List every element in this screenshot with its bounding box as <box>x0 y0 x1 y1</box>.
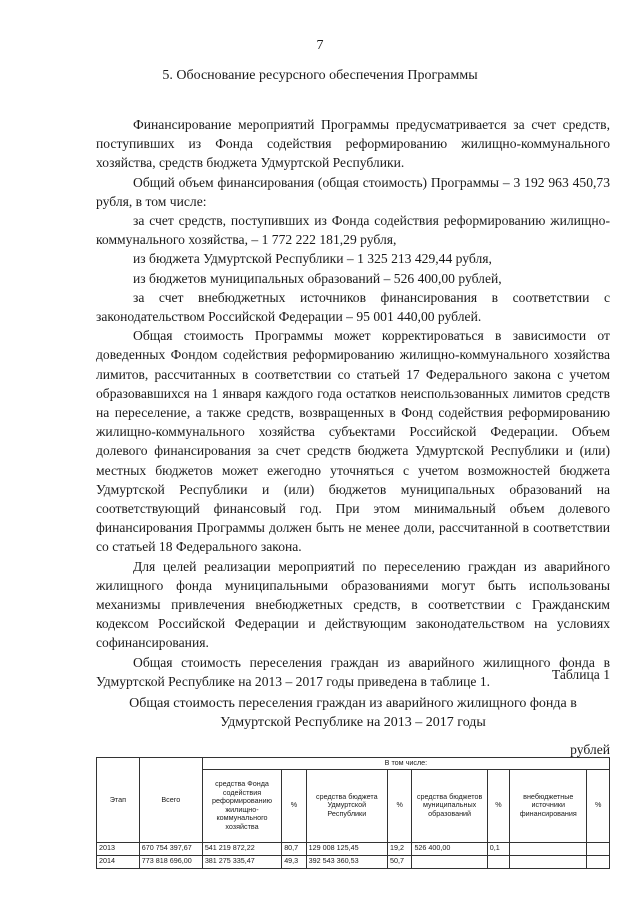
cell-stage: 2013 <box>97 842 140 855</box>
cell-offbudget <box>510 855 587 868</box>
header-stage: Этап <box>97 758 140 843</box>
cell-republic: 392 543 360,53 <box>306 855 387 868</box>
table-title <box>96 694 610 732</box>
paragraph-fund-share: за счет средств, поступивших из Фонда содействия реформированию жилищно-коммунального хозяйства, – 1 772 222 181,29 рубля, <box>96 213 610 248</box>
units-label: рублей <box>570 742 610 757</box>
table-row <box>97 855 610 868</box>
paragraph-republic-share: из бюджета Удмуртской Республики – 1 325 213 429,44 рубля, <box>133 251 492 267</box>
cell-municipal-pct <box>487 855 509 868</box>
financing-table <box>96 757 610 869</box>
cell-offbudget-pct <box>587 855 610 868</box>
cell-republic-pct: 50,7 <box>388 855 412 868</box>
cell-total: 670 754 397,67 <box>139 842 202 855</box>
cell-fund: 381 275 335,47 <box>202 855 281 868</box>
table-title-line-2: Удмуртской Республике на 2013 – 2017 годы <box>220 715 486 730</box>
header-offbudget-pct: % <box>587 769 610 842</box>
header-total: Всего <box>139 758 202 843</box>
header-republic: средства бюджета Удмуртской Республики <box>306 769 387 842</box>
cell-municipal-pct: 0,1 <box>487 842 509 855</box>
paragraph-municipal-share: из бюджетов муниципальных образований – 526 400,00 рублей, <box>133 270 502 286</box>
cell-stage: 2014 <box>97 855 140 868</box>
cell-fund: 541 219 872,22 <box>202 842 281 855</box>
table-header-row-group <box>97 758 610 770</box>
cell-offbudget <box>510 842 587 855</box>
paragraph-offbudget-share: за счет внебюджетных источников финансирования в соответствии с законодательством Российской Федерации – 95 001 440,00 рублей. <box>96 289 610 325</box>
header-republic-pct: % <box>388 769 412 842</box>
table-row <box>97 842 610 855</box>
paragraph-financing-sources: Финансирование мероприятий Программы предусматривается за счет средств, поступивших из Фонда содействия реформированию жилищно-коммунального хозяйства, средств бюджета Удмуртской Республики. <box>96 117 610 171</box>
table-title-line-1: Общая стоимость переселения граждан из аварийного жилищного фонда в <box>129 696 577 711</box>
body-text <box>96 115 610 691</box>
header-group-including: В том числе: <box>202 758 609 770</box>
header-fund-pct: % <box>282 769 306 842</box>
page-number: 7 <box>316 38 324 53</box>
section-heading: 5. Обоснование ресурсного обеспечения Программы <box>162 68 478 83</box>
cell-republic: 129 008 125,45 <box>306 842 387 855</box>
header-municipal: средства бюджетов муниципальных образований <box>412 769 487 842</box>
table-label: Таблица 1 <box>551 667 610 682</box>
cell-fund-pct: 49,3 <box>282 855 306 868</box>
cell-municipal: 526 400,00 <box>412 842 487 855</box>
cell-municipal <box>412 855 487 868</box>
paragraph-table-reference: Общая стоимость переселения граждан из аварийного жилищного фонда в Удмуртской Республике на 2013 – 2017 годы приведена в таблице 1. <box>96 654 610 689</box>
header-municipal-pct: % <box>487 769 509 842</box>
paragraph-total-volume: Общий объем финансирования (общая стоимость) Программы – 3 192 963 450,73 рубля, в том числе: <box>96 174 610 209</box>
cell-total: 773 818 696,00 <box>139 855 202 868</box>
cell-republic-pct: 19,2 <box>388 842 412 855</box>
paragraph-offbudget-mechanisms: Для целей реализации мероприятий по переселению граждан из аварийного жилищного фонда муниципальными образованиями могут быть использованы механизмы привлечения внебюджетных средств, в соответствии с Гражданским кодексом Российской Федерации и действующим законодательством на условиях софинансирования. <box>96 558 610 651</box>
header-offbudget: внебюджетные источники финансирования <box>510 769 587 842</box>
paragraph-cost-adjustment: Общая стоимость Программы может корректироваться в зависимости от доведенных Фондом содействия реформированию жилищно-коммунального хозяйства лимитов, рассчитанных в соответствии со статьей 17 Федерального закона с учетом образовавшихся на 1 января каждого года остатков неиспользованных лимитов средств на переселение, а также средств, возвращенных в Фонд содействия реформированию жилищно-коммунального хозяйства субъектами Российской Федерации. Объем долевого финансирования за счет средств бюджета Удмуртской Республики и (или) местных бюджетов может ежегодно уточняться с учетом возможностей бюджета Удмуртской Республики и (или) бюджетов муниципальных образований на соответствующий финансовый год. При этом минимальный объем долевого финансирования Программы должен быть не менее доли, рассчитанной в соответствии со статьей 18 Федерального закона. <box>96 328 610 555</box>
cell-offbudget-pct <box>587 842 610 855</box>
cell-fund-pct: 80,7 <box>282 842 306 855</box>
header-fund: средства Фонда содействия реформированию жилищно-коммунального хозяйства <box>202 769 281 842</box>
